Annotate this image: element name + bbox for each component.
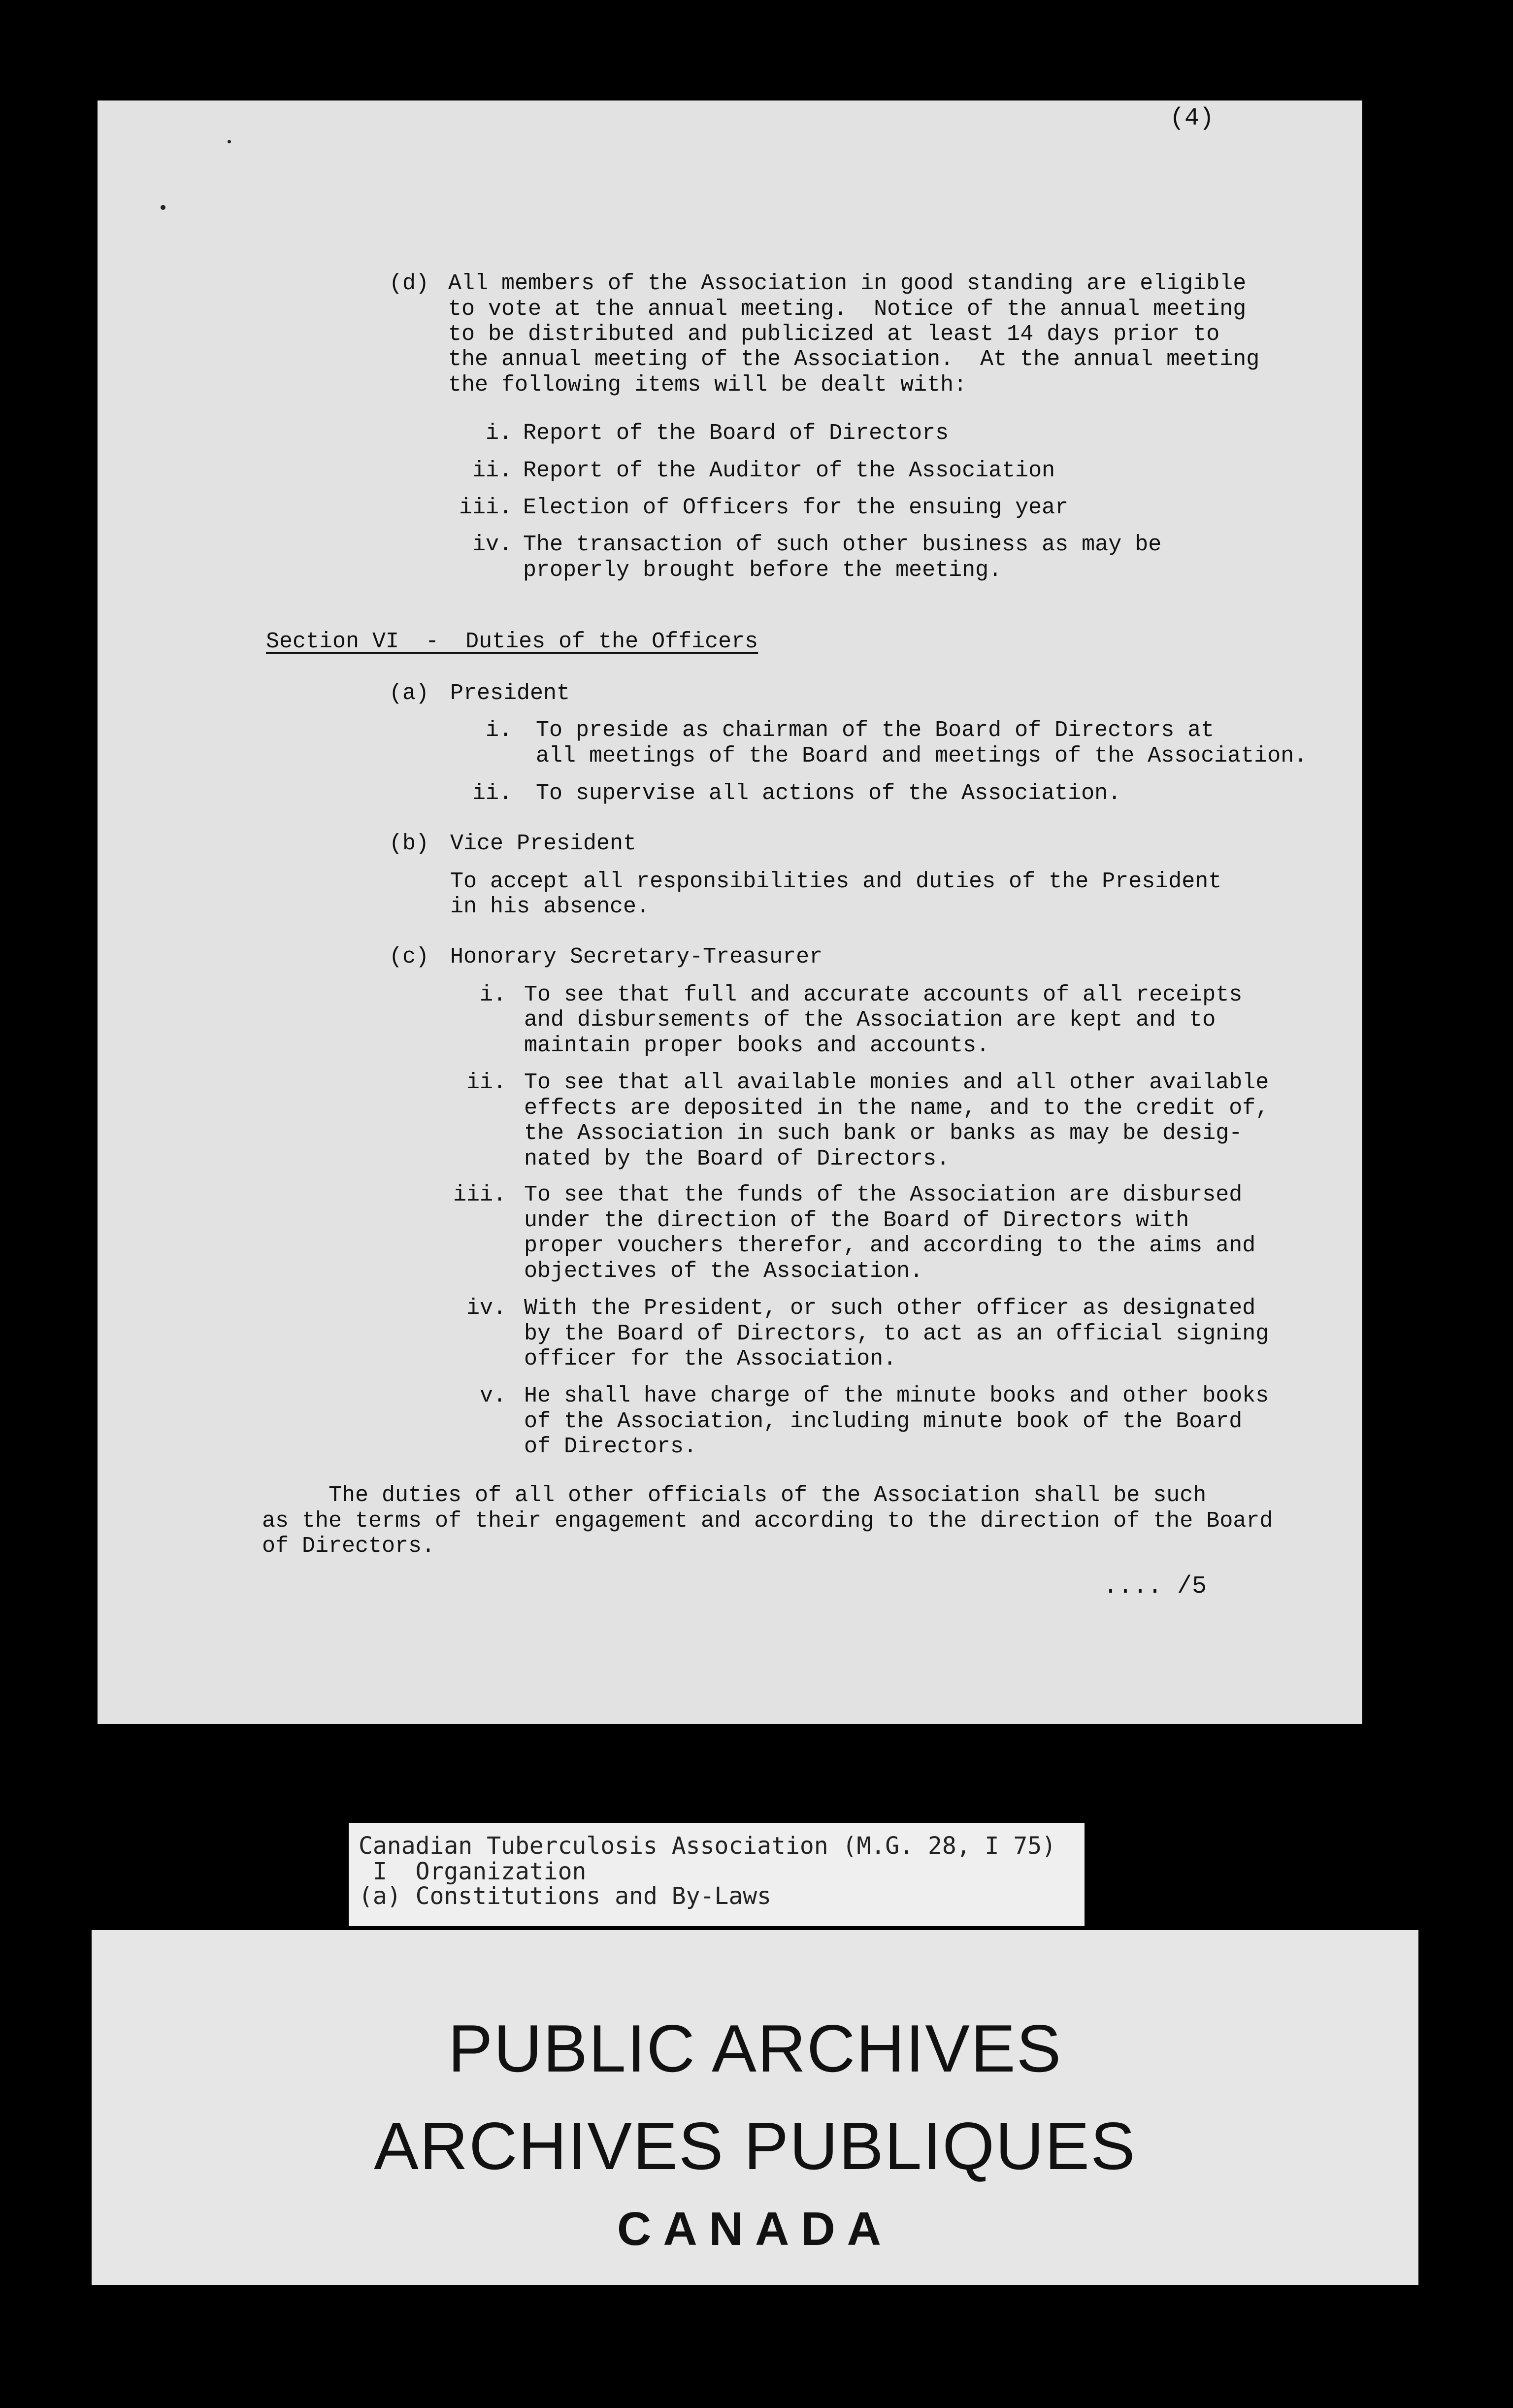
clause-text-line: All members of the Association in good standing are eligible [448, 271, 1247, 296]
item-text-line: proper vouchers therefor, and according to the aims and [524, 1233, 1256, 1258]
clause-text-line: To accept all responsibilities and duties of the President [450, 869, 1222, 894]
page-number: (4) [1170, 104, 1215, 133]
item-text-line: all meetings of the Board and meetings of the Association. [536, 743, 1308, 769]
section-heading: Section VI - Duties of the Officers [266, 629, 758, 654]
scan-speck [228, 140, 231, 143]
officer-title: Honorary Secretary-Treasurer [450, 944, 823, 970]
archives-banner-country: CANADA [617, 2203, 893, 2255]
item-text-line: To supervise all actions of the Association. [536, 781, 1121, 806]
item-text-line: objectives of the Association. [524, 1259, 923, 1284]
item-number: i. [479, 982, 506, 1007]
archives-banner-french: ARCHIVES PUBLIQUES [374, 2108, 1136, 2183]
item-text-line: To see that the funds of the Association are disbursed [524, 1182, 1243, 1207]
item-number: ii. [466, 1070, 506, 1095]
scan-speck [161, 205, 165, 210]
item-text-line: by the Board of Directors, to act as an official signing [524, 1321, 1269, 1346]
item-text-line: Election of Officers for the ensuing year [523, 495, 1069, 520]
officer-title: President [450, 681, 570, 706]
closing-paragraph-line: as the terms of their engagement and according to the direction of the Board [262, 1508, 1273, 1534]
item-text-line: effects are deposited in the name, and to the credit of, [524, 1096, 1269, 1121]
officer-title: Vice President [450, 831, 637, 856]
item-text-line: nated by the Board of Directors. [524, 1146, 950, 1171]
archives-banner-english: PUBLIC ARCHIVES [448, 2011, 1062, 2086]
clause-text-line: in his absence. [450, 894, 650, 919]
item-text-line: properly brought before the meeting. [523, 558, 1002, 583]
item-text-line: Report of the Auditor of the Association [523, 458, 1055, 483]
clause-marker: (d) [389, 271, 429, 296]
closing-paragraph-line: The duties of all other officials of the Association shall be such [262, 1483, 1207, 1508]
item-text-line: With the President, or such other officer as designated [524, 1296, 1256, 1321]
item-text-line: and disbursements of the Association are kept and to [524, 1007, 1216, 1033]
item-number: ii. [472, 458, 512, 483]
item-text-line: To preside as chairman of the Board of Directors at [536, 718, 1215, 743]
reference-label-line: (a) Constitutions and By-Laws [359, 1882, 772, 1910]
continuation-mark: .... /5 [1103, 1572, 1207, 1601]
clause-text-line: to be distributed and publicized at least 14 days prior to [448, 322, 1220, 347]
item-number: v. [479, 1383, 506, 1408]
clause-marker: (c) [389, 944, 429, 970]
item-number: iv. [472, 532, 512, 557]
item-text-line: under the direction of the Board of Directors with [524, 1208, 1189, 1233]
item-text-line: To see that full and accurate accounts of all receipts [524, 982, 1243, 1007]
archives-banner [92, 1930, 1418, 2285]
item-text-line: To see that all available monies and all other available [524, 1070, 1269, 1095]
item-text-line: of Directors. [524, 1434, 697, 1459]
item-number: i. [485, 421, 512, 446]
clause-marker: (b) [389, 831, 429, 856]
item-text-line: maintain proper books and accounts. [524, 1033, 990, 1058]
item-text-line: Report of the Board of Directors [523, 421, 949, 446]
item-number: i. [485, 718, 512, 743]
item-text-line: officer for the Association. [524, 1346, 897, 1371]
reference-label-line: I Organization [359, 1858, 587, 1885]
item-text-line: He shall have charge of the minute books and other books [524, 1383, 1269, 1408]
clause-marker: (a) [389, 681, 429, 706]
item-text-line: The transaction of such other business as may be [523, 532, 1162, 557]
reference-label [349, 1823, 1085, 1926]
clause-text-line: the annual meeting of the Association. At the annual meeting [448, 347, 1260, 372]
clause-text-line: to vote at the annual meeting. Notice of the annual meeting [448, 297, 1247, 322]
clause-text-line: the following items will be dealt with: [448, 372, 967, 398]
item-text-line: of the Association, including minute book of the Board [524, 1409, 1243, 1434]
closing-paragraph-line: of Directors. [262, 1534, 435, 1559]
item-number: ii. [472, 781, 512, 806]
item-number: iv. [466, 1296, 506, 1321]
reference-label-line: Canadian Tuberculosis Association (M.G. 28, I 75) [359, 1832, 1056, 1860]
item-number: iii. [459, 495, 512, 520]
item-text-line: the Association in such bank or banks as may be desig- [524, 1121, 1243, 1146]
item-number: iii. [453, 1182, 506, 1207]
